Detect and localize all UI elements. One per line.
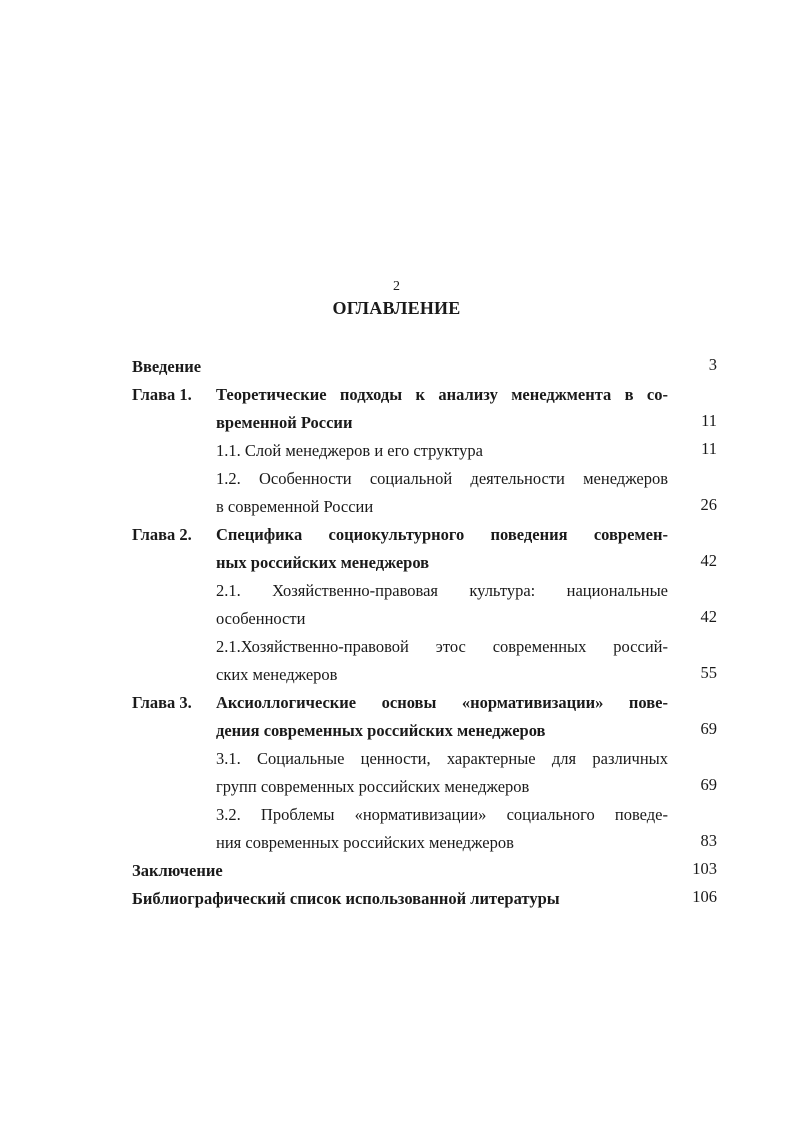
section-2-1-page: 42 [700,607,717,626]
chapter-2-label: Глава 2. [132,525,192,544]
toc-entry-intro-page: 3 [708,355,717,374]
toc-title: ОГЛАВЛЕНИЕ [332,298,461,318]
chapter-2-title-line1: Специфика социокультурного поведения современ- [216,525,668,544]
chapter-1-title-line2: временной России [216,413,353,432]
chapter-3-title-line2: дения современных российских менеджеров [216,721,546,740]
chapter-1-label: Глава 1. [132,385,192,404]
section-3-1-title-line2: групп современных российских менеджеров [216,777,530,796]
section-2-2-page: 55 [700,663,717,682]
section-1-1-title: 1.1. Слой менеджеров и его структура [216,441,483,460]
chapter-3-label: Глава 3. [132,693,192,712]
toc-entry-intro-text: Введение [132,357,202,376]
page-number: 2 [393,279,400,294]
conclusion-text: Заключение [132,861,223,880]
conclusion-page: 103 [692,859,717,878]
section-3-1-title-line1: 3.1. Социальные ценности, характерные для различных [216,749,668,768]
section-3-2-title-line1: 3.2. Проблемы «нормативизации» социального поведе- [216,805,668,824]
chapter-2-page: 42 [700,551,717,570]
chapter-3-page: 69 [700,719,717,738]
bibliography-text: Библиографический список использованной литературы [132,889,560,908]
chapter-1-page: 11 [701,411,717,430]
section-3-2-page: 83 [700,831,717,850]
section-3-2-title-line2: ния современных российских менеджеров [216,833,514,852]
section-2-2-title-line2: ских менеджеров [216,665,338,684]
section-1-2-title-line1: 1.2. Особенности социальной деятельности менеджеров [216,469,668,488]
section-2-1-title-line1: 2.1. Хозяйственно-правовая культура: национальные [216,581,668,600]
section-1-2-title-line2: в современной России [216,497,374,516]
chapter-3-title-line1: Аксиоллогические основы «нормативизации» пове- [216,693,668,712]
section-3-1-page: 69 [700,775,717,794]
chapter-2-title-line2: ных российских менеджеров [216,553,430,572]
section-1-2-page: 26 [700,495,717,514]
section-1-1-page: 11 [701,439,717,458]
chapter-1-title-line1: Теоретические подходы к анализу менеджмента в со- [216,385,668,404]
bibliography-page: 106 [692,887,717,906]
section-2-1-title-line2: особенности [216,609,306,628]
section-2-2-title-line1: 2.1.Хозяйственно-правовой этос современных россий- [216,637,668,656]
